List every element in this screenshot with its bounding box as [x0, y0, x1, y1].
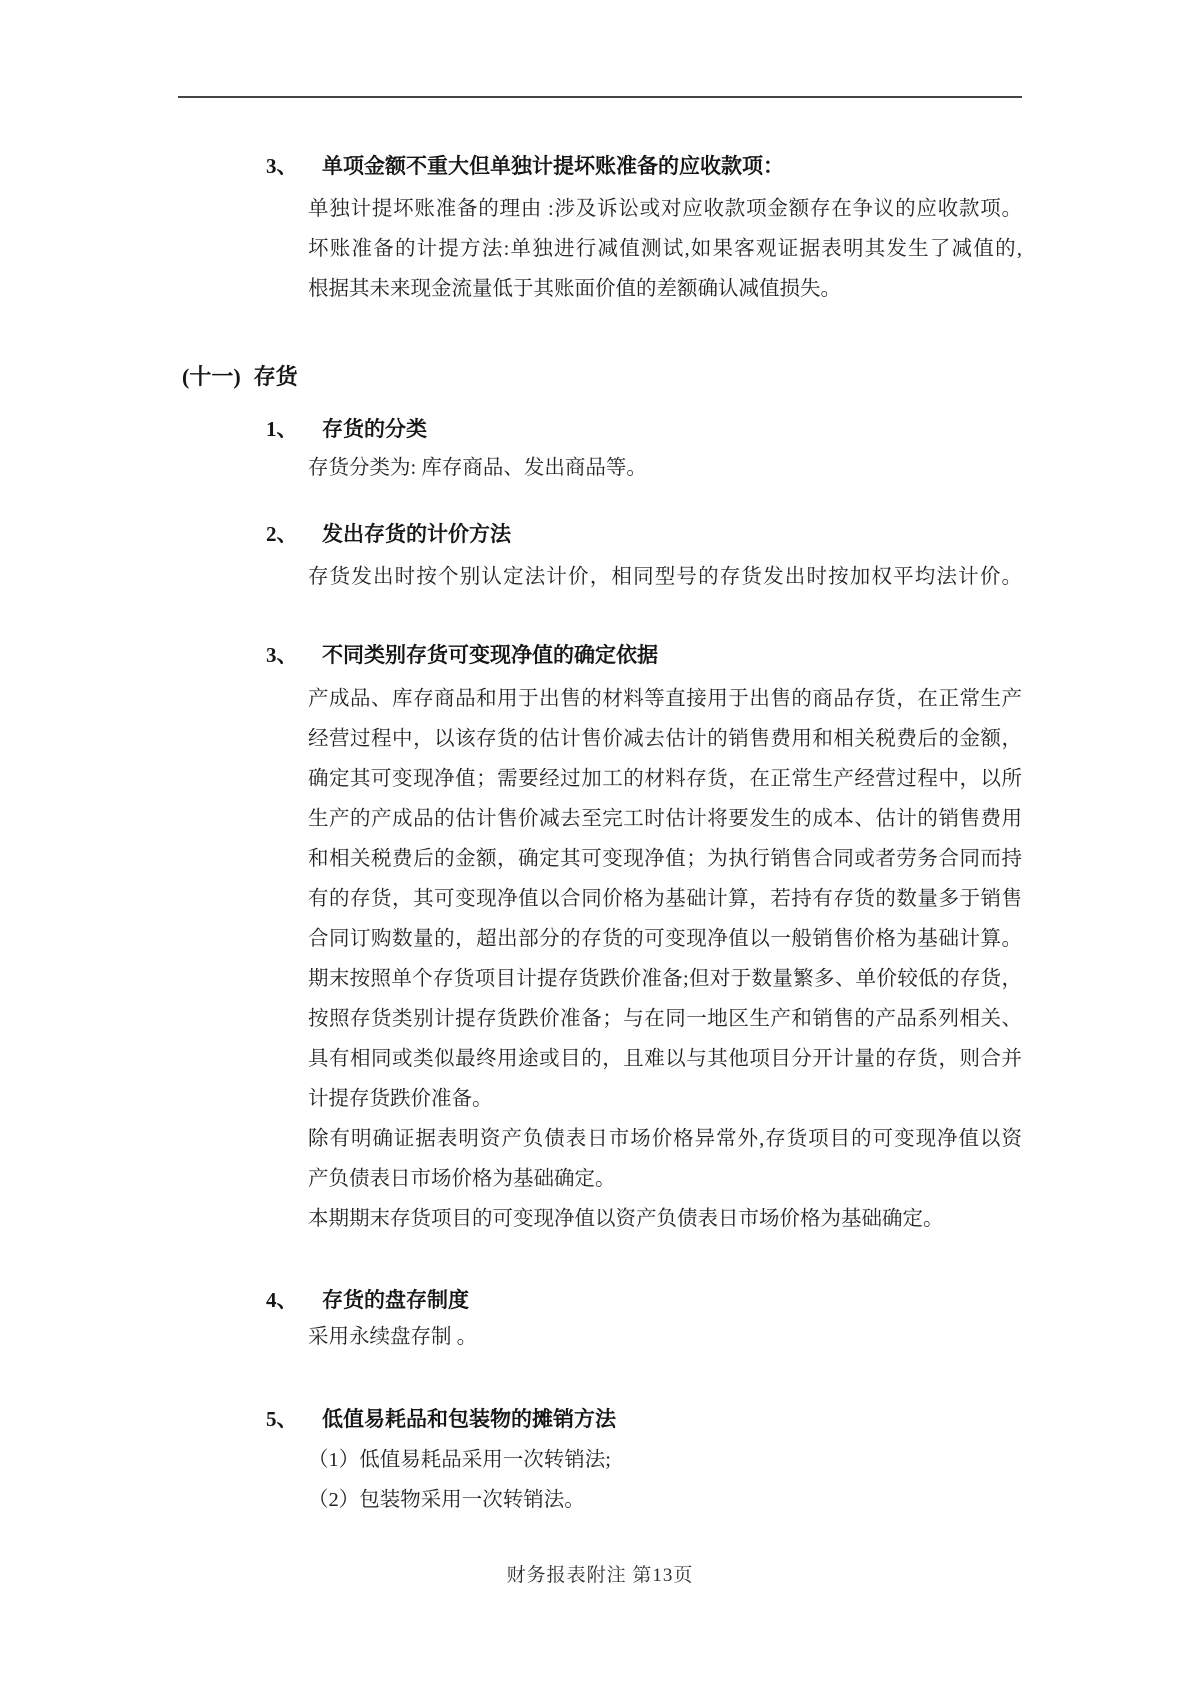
page-footer	[0, 1562, 1200, 1590]
note-line: 除有明确证据表明资产负债表日市场价格异常外,存货项目的可变现净值以资	[308, 1128, 1022, 1150]
note-line: 和相关税费后的金额，确定其可变现净值；为执行销售合同或者劳务合同而持	[308, 848, 1022, 870]
heading-title: 存货的盘存制度	[322, 1288, 469, 1312]
note-line: 采用永续盘存制 。	[308, 1326, 478, 1348]
heading-number: 3、	[266, 154, 298, 178]
note-line: （2）包装物采用一次转销法。	[308, 1489, 585, 1511]
note-line: 计提存货跌价准备。	[308, 1088, 493, 1110]
paragraph-receivables	[308, 189, 1022, 309]
note-line: 生产的产成品的估计售价减去至完工时估计将要发生的成本、估计的销售费用	[308, 808, 1022, 830]
note-line: 产负债表日市场价格为基础确定。	[308, 1168, 616, 1190]
note-line: 确定其可变现净值；需要经过加工的材料存货，在正常生产经营过程中，以所	[308, 768, 1022, 790]
heading-title: 发出存货的计价方法	[322, 522, 511, 546]
heading-inventory-item3	[266, 635, 658, 675]
note-line: 本期期末存货项目的可变现净值以资产负债表日市场价格为基础确定。	[308, 1208, 944, 1230]
heading-inventory-item1	[266, 409, 427, 449]
note-line: 根据其未来现金流量低于其账面价值的差额确认减值损失。	[308, 278, 841, 300]
heading-title: 低值易耗品和包装物的摊销方法	[322, 1407, 616, 1431]
heading-inventory-item5	[266, 1399, 616, 1439]
note-line: （1）低值易耗品采用一次转销法;	[308, 1449, 611, 1471]
note-line: 存货发出时按个别认定法计价，相同型号的存货发出时按加权平均法计价。	[308, 566, 1022, 588]
footer-page-label: 财务报表附注 第13页	[506, 1565, 694, 1586]
heading-inventory-item4	[266, 1280, 469, 1320]
heading-inventory-item2	[266, 514, 511, 554]
note-line: 坏账准备的计提方法:单独进行减值测试,如果客观证据表明其发生了减值的,	[308, 238, 1022, 260]
heading-number: 2、	[266, 522, 298, 546]
paragraph-inventory-item4	[308, 1317, 1022, 1357]
section-title: 存货	[253, 364, 298, 389]
note-line: 按照存货类别计提存货跌价准备；与在同一地区生产和销售的产品系列相关、	[308, 1008, 1022, 1030]
note-line: 存货分类为: 库存商品、发出商品等。	[308, 457, 647, 479]
heading-title: 不同类别存货可变现净值的确定依据	[322, 643, 658, 667]
note-line: 产成品、库存商品和用于出售的材料等直接用于出售的商品存货，在正常生产	[308, 688, 1022, 710]
heading-number: 3、	[266, 643, 298, 667]
note-line: 期末按照单个存货项目计提存货跌价准备;但对于数量繁多、单价较低的存货，	[308, 968, 1022, 990]
note-line: 具有相同或类似最终用途或目的，且难以与其他项目分开计量的存货，则合并	[308, 1048, 1022, 1070]
heading-receivables-item3	[266, 146, 784, 186]
paragraph-inventory-item2	[308, 557, 1022, 597]
note-line: 经营过程中，以该存货的估计售价减去估计的销售费用和相关税费后的金额，	[308, 728, 1022, 750]
heading-title: 存货的分类	[322, 417, 427, 441]
header-rule	[178, 96, 1022, 98]
section-label: (十一)	[182, 364, 241, 389]
heading-section-11-inventory	[182, 357, 298, 397]
heading-title: 单项金额不重大但单独计提坏账准备的应收款项：	[322, 154, 784, 178]
heading-number: 4、	[266, 1288, 298, 1312]
note-line: 单独计提坏账准备的理由 :涉及诉讼或对应收款项金额存在争议的应收款项。	[308, 198, 1022, 220]
paragraph-inventory-item1	[308, 448, 1022, 488]
note-line: 合同订购数量的，超出部分的存货的可变现净值以一般销售价格为基础计算。	[308, 928, 1022, 950]
paragraph-inventory-item5	[308, 1440, 1022, 1520]
note-line: 有的存货，其可变现净值以合同价格为基础计算，若持有存货的数量多于销售	[308, 888, 1022, 910]
heading-number: 1、	[266, 417, 298, 441]
heading-number: 5、	[266, 1407, 298, 1431]
paragraph-inventory-item3	[308, 679, 1022, 1239]
